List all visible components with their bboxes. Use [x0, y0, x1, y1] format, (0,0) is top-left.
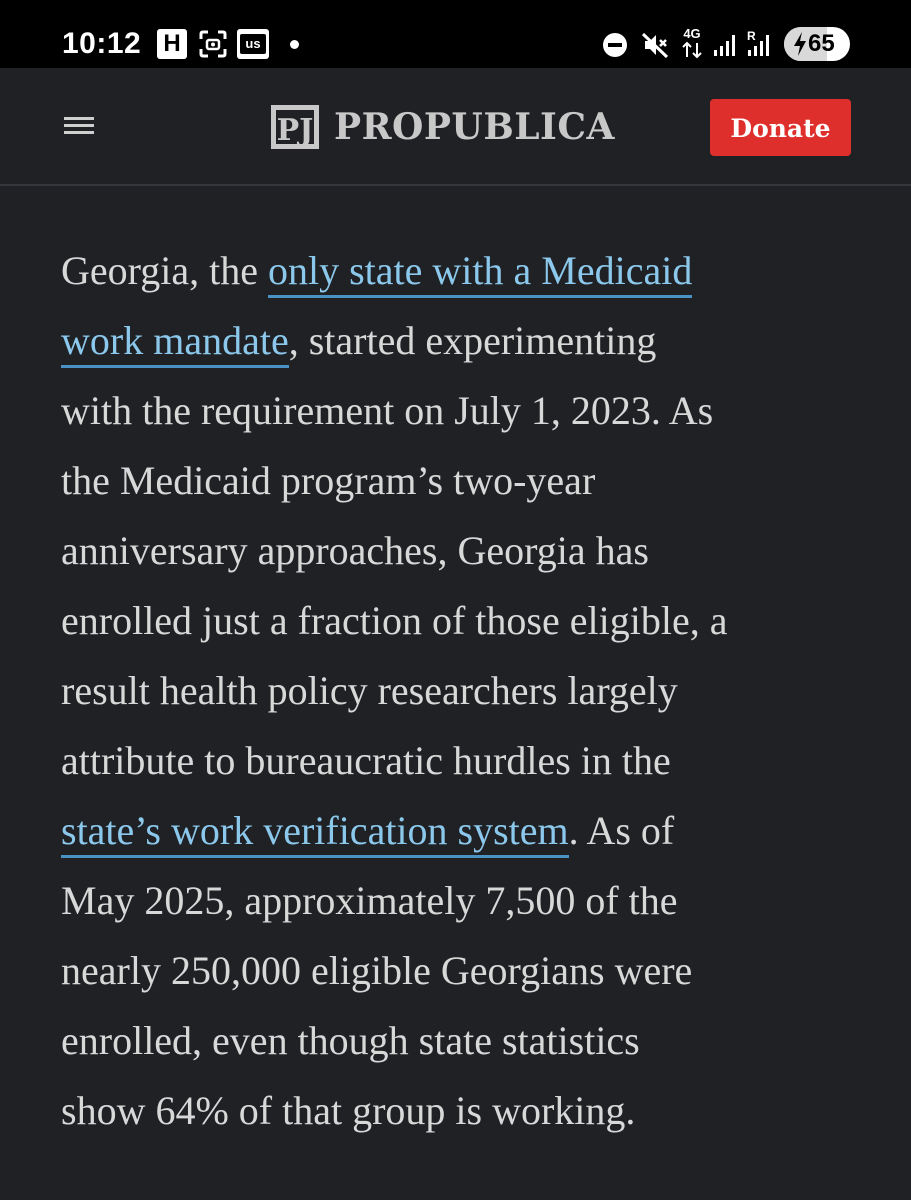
site-name: PROPUBLICA [334, 106, 615, 148]
network-type-label: 4G [683, 26, 701, 41]
propublica-logo[interactable] [270, 100, 615, 154]
status-time: 10:12 [62, 27, 142, 60]
roaming-label: R [747, 29, 756, 43]
article-text: the Medicaid program’s two-year [61, 458, 596, 503]
article-line [61, 446, 861, 516]
article-line [61, 306, 861, 376]
article-text: May 2025, approximately 7,500 of the [61, 878, 678, 923]
site-header [0, 68, 911, 186]
article-text: enrolled just a fraction of those eligible, a [61, 598, 728, 643]
article-line [61, 866, 861, 936]
article-link[interactable]: only state with a Medicaid [268, 248, 692, 298]
article-line [61, 796, 861, 866]
article-line [61, 936, 861, 1006]
article-text: nearly 250,000 eligible Georgians were [61, 948, 693, 993]
article-text: attribute to bureaucratic hurdles in the [61, 738, 671, 783]
article-line [61, 586, 861, 656]
article-line [61, 1006, 861, 1076]
article-text: anniversary approaches, Georgia has [61, 528, 649, 573]
roaming-signal-icon [746, 28, 774, 58]
do-not-disturb-icon [602, 32, 628, 58]
article-text: show 64% of that group is working. [61, 1088, 636, 1133]
article-line [61, 236, 861, 306]
signal-strength-icon [712, 32, 738, 58]
battery-level: 65 [808, 30, 835, 57]
status-bar [0, 0, 911, 68]
article-line [61, 656, 861, 726]
article-line [61, 1076, 861, 1146]
article-text: enrolled, even though state statistics [61, 1018, 640, 1063]
hamburger-menu-icon[interactable] [62, 113, 98, 141]
article-text: result health policy researchers largely [61, 668, 678, 713]
network-4g-icon [679, 26, 705, 62]
article-text: with the requirement on July 1, 2023. As [61, 388, 714, 433]
article-paragraph [61, 236, 861, 1146]
article-text: , started experimenting [288, 318, 657, 363]
article-link[interactable]: work mandate [61, 318, 289, 368]
article-link[interactable]: state’s work verification system [61, 808, 569, 858]
us-notification-icon [237, 29, 269, 59]
battery-icon [784, 27, 850, 61]
charging-bolt-icon [792, 31, 808, 57]
vibrate-mute-icon [640, 30, 670, 60]
svg-text:PJ: PJ [276, 113, 314, 148]
more-notifications-dot-icon [290, 40, 299, 49]
propublica-logo-mark-icon [270, 102, 320, 152]
article-text: Georgia, the [61, 248, 268, 293]
scan-notification-icon [198, 29, 228, 59]
article-text: . As of [568, 808, 675, 853]
h-notification-icon: H [157, 29, 187, 59]
donate-button[interactable]: Donate [710, 99, 851, 156]
article-line [61, 726, 861, 796]
us-label: us [240, 34, 266, 54]
article-line [61, 376, 861, 446]
article-line [61, 516, 861, 586]
